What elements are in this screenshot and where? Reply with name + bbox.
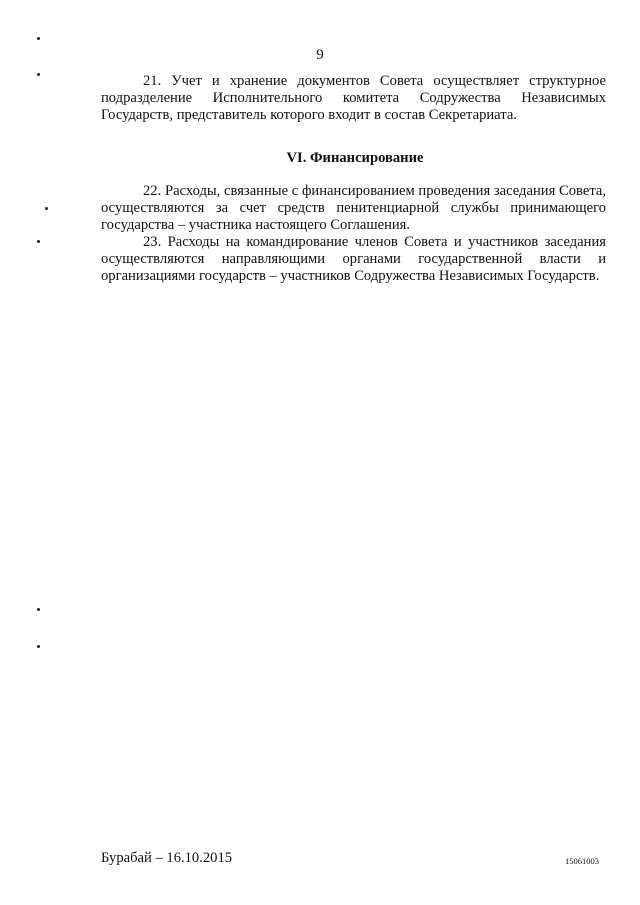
paragraph-21: 21. Учет и хранение документов Совета осуществляет структурное подразделение Исполнительного комитета Содружества Независимых Государств, представитель которого входит в состав Секретариата. (101, 73, 606, 123)
paragraph-22: 22. Расходы, связанные с финансированием проведения заседания Совета, осуществляются за счет средств пенитенциарной службы принимающего государства – участника настоящего Соглашения. (101, 183, 606, 233)
scan-mark (37, 645, 40, 648)
footer-place-date: Бурабай – 16.10.2015 (101, 850, 233, 866)
scan-mark (37, 240, 40, 243)
scan-mark (37, 73, 40, 76)
scan-mark (45, 207, 48, 210)
paragraph-23: 23. Расходы на командирование членов Совета и участников заседания осуществляются направляющими органами государственной власти и организациями государств – участников Содружества Независимых Государств. (101, 234, 606, 284)
section-heading: VI. Финансирование (286, 150, 424, 166)
scan-mark (37, 37, 40, 40)
scan-mark (37, 608, 40, 611)
page-number: 9 (316, 47, 324, 63)
footer-document-code: 15061003 (565, 856, 599, 866)
